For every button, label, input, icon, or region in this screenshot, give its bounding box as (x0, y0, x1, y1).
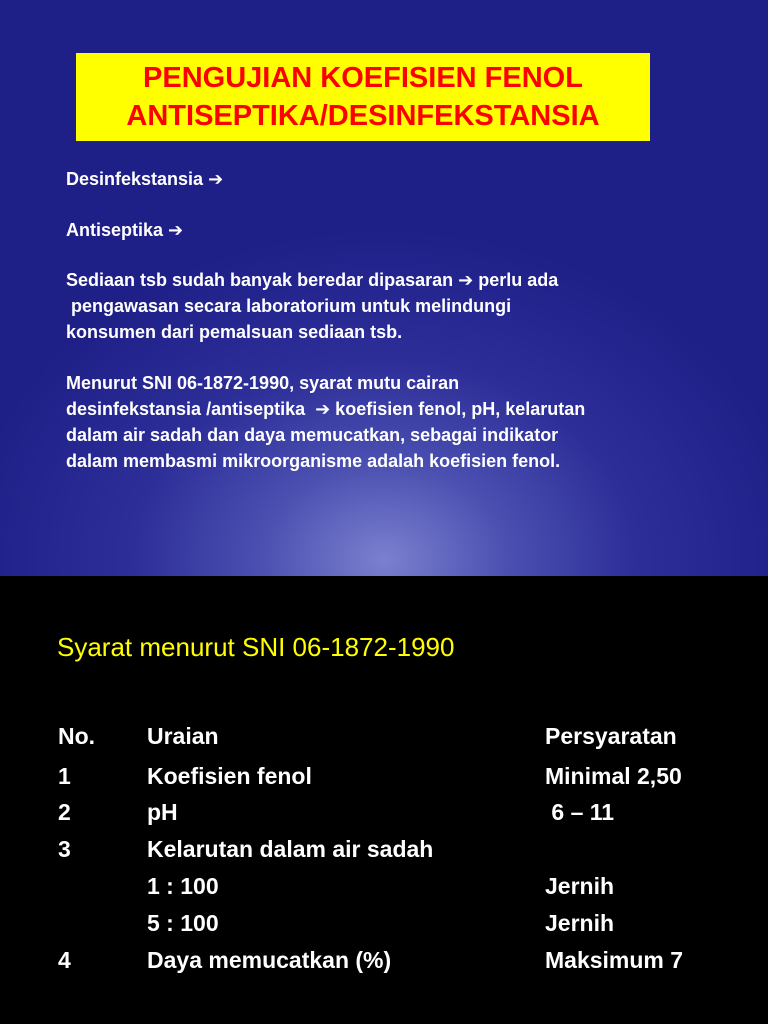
row-persyaratan: 6 – 11 (545, 799, 615, 825)
desinfekstansia-text: Desinfekstansia ➔ (66, 169, 224, 189)
header-no: No. (58, 723, 96, 749)
slide-2 (0, 576, 768, 1024)
row-uraian: Daya memucatkan (%) (147, 947, 392, 973)
row-no: 4 (58, 947, 71, 973)
row-persyaratan: Minimal 2,50 (545, 763, 682, 789)
slide-title-line-1: PENGUJIAN KOEFISIEN FENOL (143, 62, 583, 94)
row-uraian: Kelarutan dalam air sadah (147, 836, 434, 862)
title-box (76, 53, 650, 141)
row-persyaratan: Jernih (545, 910, 615, 936)
slide-2-title: Syarat menurut SNI 06-1872-1990 (57, 632, 455, 662)
header-uraian: Uraian (147, 723, 219, 749)
row-uraian: Koefisien fenol (147, 763, 312, 789)
antiseptika-text: Antiseptika ➔ (66, 220, 184, 240)
row-no: 2 (58, 799, 71, 825)
row-no: 1 (58, 763, 71, 789)
row-no: 3 (58, 836, 71, 862)
sediaan-paragraph: Sediaan tsb sudah banyak beredar dipasaran ➔ perlu ada pengawasan secara laboratorium untuk melindungi konsumen dari pemalsuan sediaan tsb. (66, 270, 559, 342)
row-uraian: 5 : 100 (147, 910, 219, 936)
menurut-paragraph: Menurut SNI 06-1872-1990, syarat mutu cairan desinfekstansia /antiseptika ➔ koefisien fenol, pH, kelarutan dalam air sadah dan daya memucatkan, sebagai indikator dalam membasmi mikroorganisme adalah koefisien fenol. (66, 373, 586, 471)
slide-title-line-2: ANTISEPTIKA/DESINFEKSTANSIA (126, 100, 600, 132)
row-uraian: pH (147, 799, 178, 825)
row-persyaratan: Maksimum 7 (545, 947, 684, 973)
row-persyaratan: Jernih (545, 873, 615, 899)
header-persyaratan: Persyaratan (545, 723, 677, 749)
row-uraian: 1 : 100 (147, 873, 219, 899)
